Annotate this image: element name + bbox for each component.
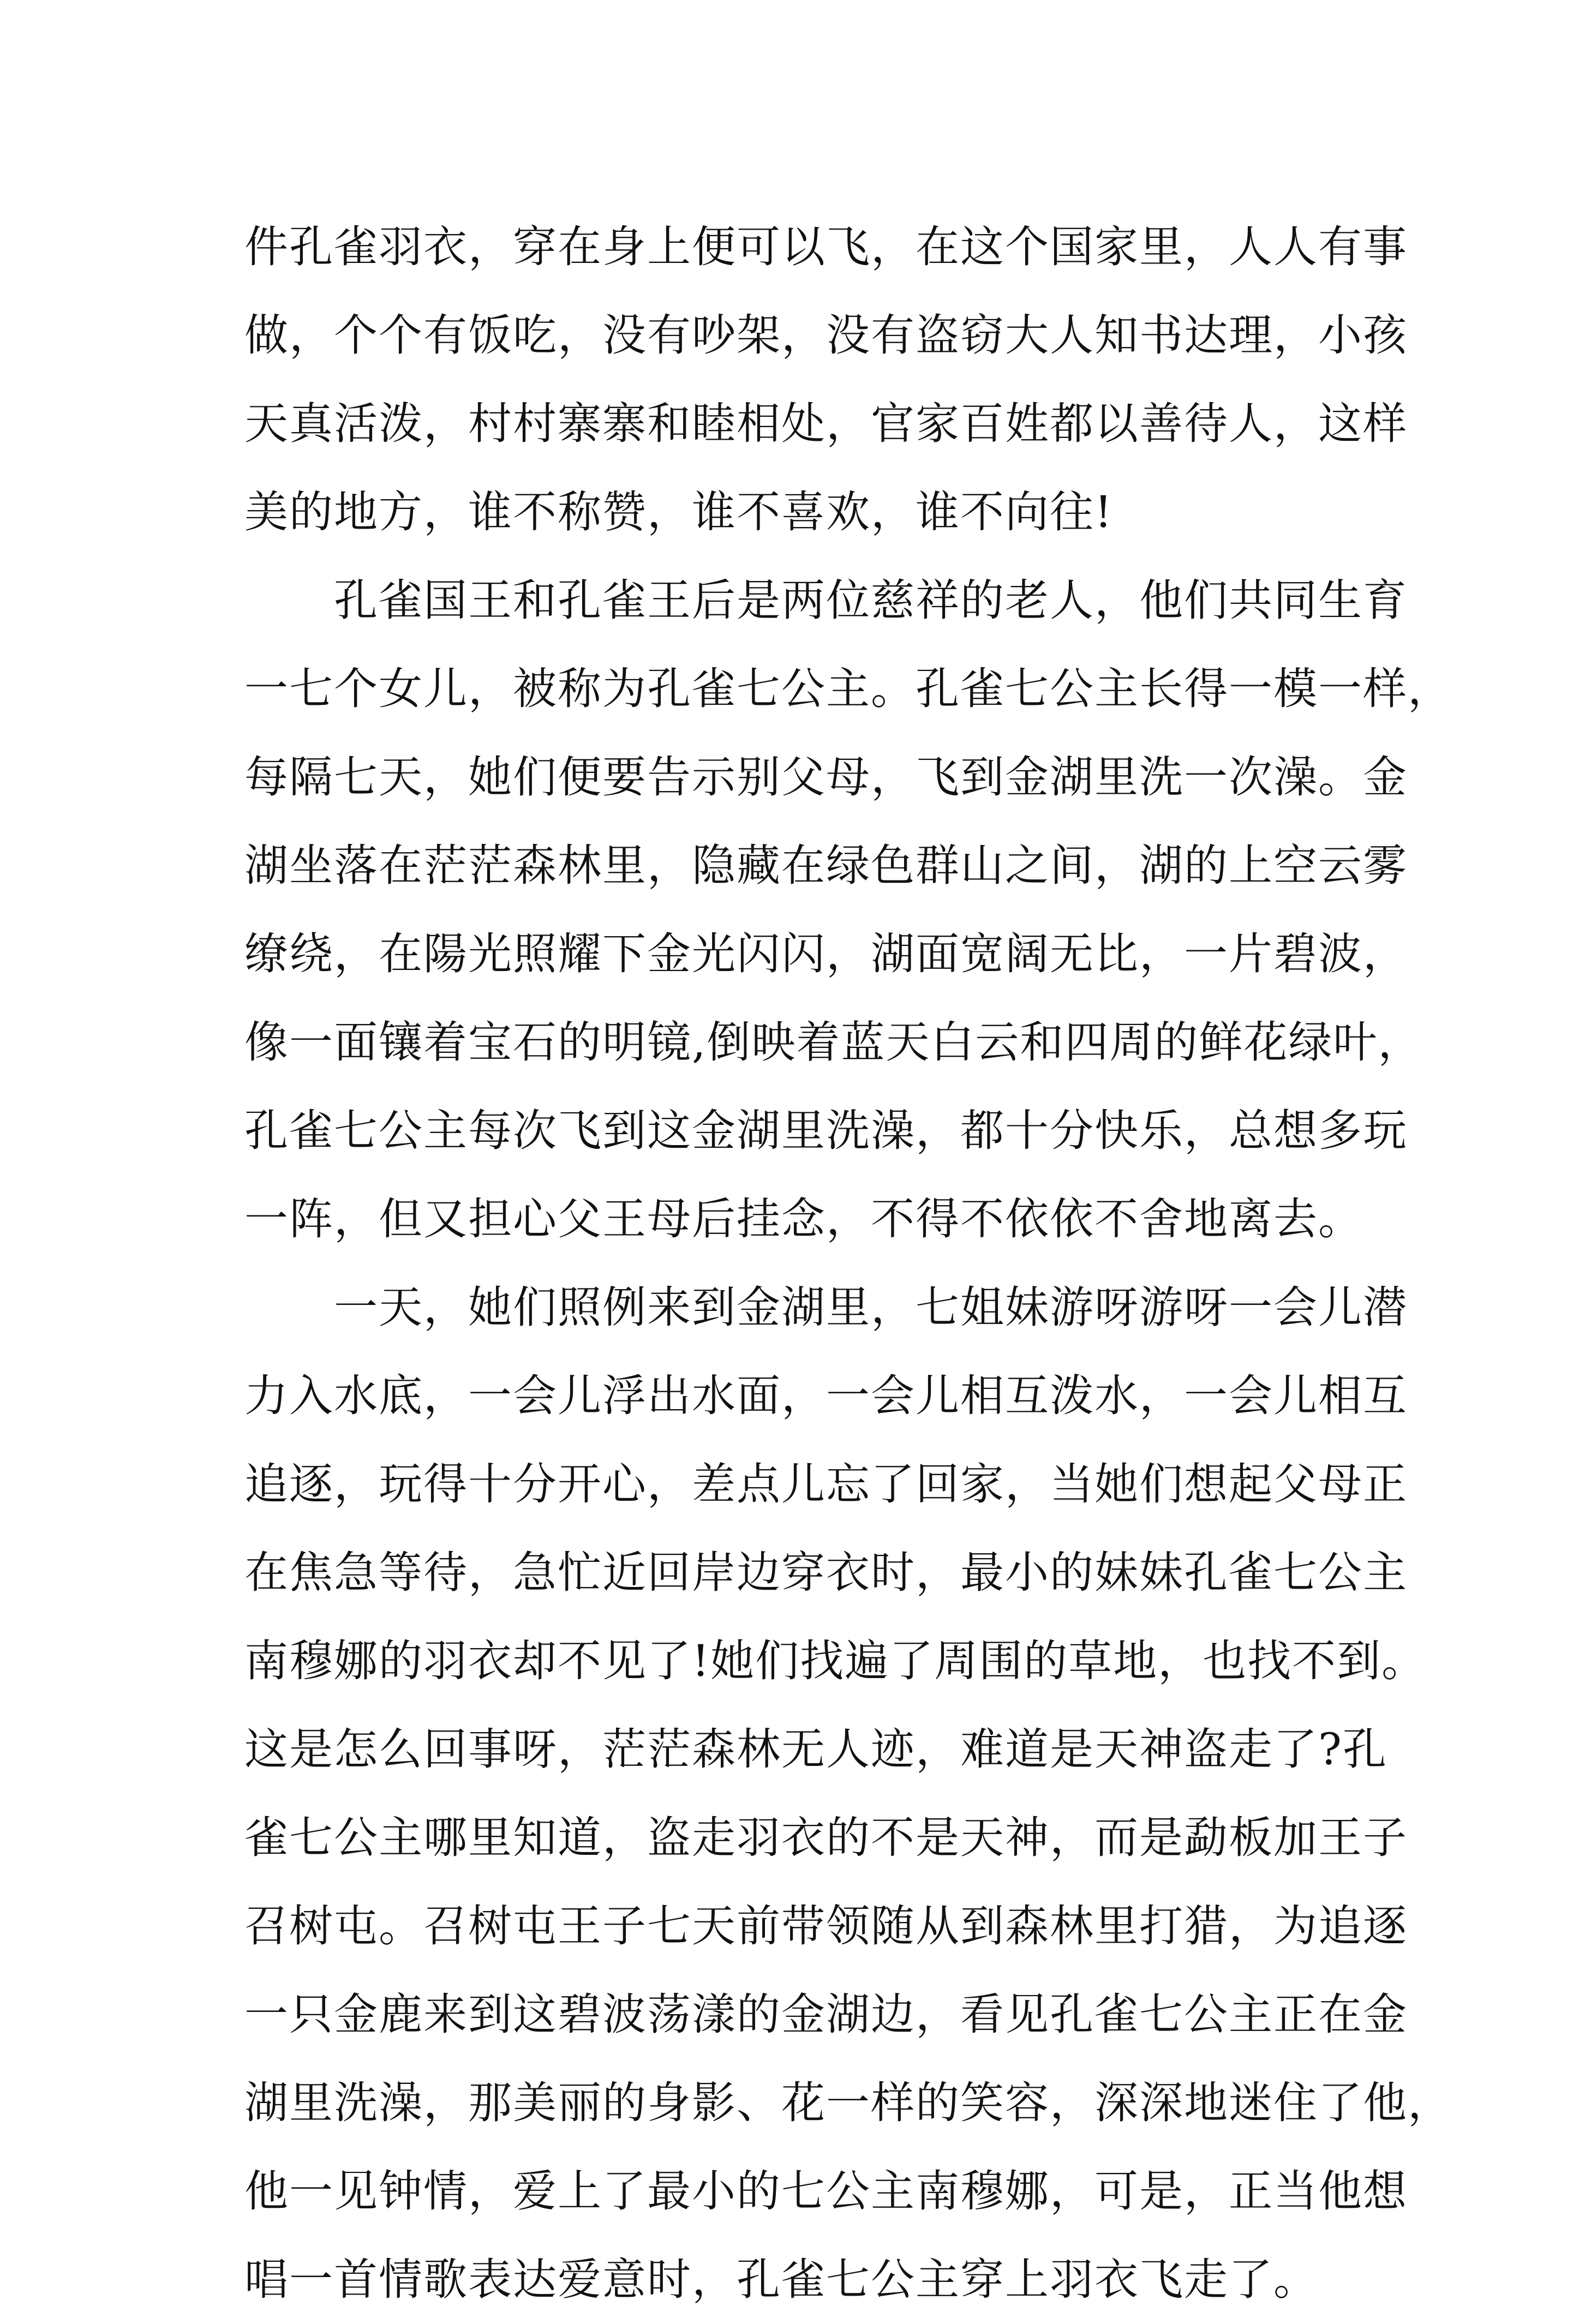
text-line: 湖坐落在茫茫森林里，隐藏在绿色群山之间，湖的上空云雾 bbox=[244, 840, 1408, 891]
text-line: 像一面镶着宝石的明镜,倒映着蓝天白云和四周的鲜花绿叶， bbox=[244, 1017, 1423, 1068]
text-line: 天真活泼，村村寨寨和睦相处，官家百姓都以善待人，这样 bbox=[244, 398, 1408, 449]
text-line: 每隔七天，她们便要告示别父母，飞到金湖里洗一次澡。金 bbox=[244, 752, 1408, 802]
text-line: 他一见钟情，爱上了最小的七公主南穆娜，可是，正当他想 bbox=[244, 2166, 1408, 2217]
text-line: 在焦急等待，急忙近回岸边穿衣时，最小的妹妹孔雀七公主 bbox=[244, 1547, 1408, 1598]
text-line: 做，个个有饭吃，没有吵架，没有盗窃大人知书达理，小孩 bbox=[244, 310, 1408, 361]
text-line: 孔雀国王和孔雀王后是两位慈祥的老人，他们共同生育 bbox=[244, 575, 1408, 626]
text-line: 缭绕，在陽光照耀下金光闪闪，湖面宽阔无比，一片碧波， bbox=[244, 929, 1408, 979]
text-line: 美的地方，谁不称赞，谁不喜欢，谁不向往! bbox=[244, 487, 1114, 537]
text-line: 南穆娜的羽衣却不见了!她们找遍了周围的草地，也找不到。 bbox=[244, 1636, 1427, 1686]
text-line: 一天，她们照例来到金湖里，七姐妹游呀游呀一会儿潜 bbox=[244, 1282, 1408, 1333]
text-line: 一阵，但又担心父王母后挂念，不得不依依不舍地离去。 bbox=[244, 1194, 1363, 1244]
text-line: 这是怎么回事呀，茫茫森林无人迹，难道是天神盗走了?孔 bbox=[244, 1724, 1387, 1775]
text-line: 湖里洗澡，那美丽的身影、花一样的笑容，深深地迷住了他， bbox=[244, 2077, 1452, 2128]
text-line: 追逐，玩得十分开心，差点儿忘了回家，当她们想起父母正 bbox=[244, 1459, 1408, 1510]
body-text bbox=[244, 203, 1452, 2324]
text-line: 一只金鹿来到这碧波荡漾的金湖边，看见孔雀七公主正在金 bbox=[244, 1989, 1408, 2040]
text-line: 一七个女儿，被称为孔雀七公主。孔雀七公主长得一模一样， bbox=[244, 663, 1452, 714]
text-line: 雀七公主哪里知道，盗走羽衣的不是天神，而是勐板加王子 bbox=[244, 1812, 1408, 1863]
text-line: 件孔雀羽衣，穿在身上便可以飞，在这个国家里，人人有事 bbox=[244, 221, 1408, 272]
text-line: 唱一首情歌表达爱意时，孔雀七公主穿上羽衣飞走了。 bbox=[244, 2254, 1318, 2305]
text-line: 召树屯。召树屯王子七天前带领随从到森林里打猎，为追逐 bbox=[244, 1901, 1408, 1951]
text-line: 孔雀七公主每次飞到这金湖里洗澡，都十分快乐，总想多玩 bbox=[244, 1105, 1408, 1156]
text-line: 力入水底，一会儿浮出水面，一会儿相互泼水，一会儿相互 bbox=[244, 1370, 1408, 1421]
